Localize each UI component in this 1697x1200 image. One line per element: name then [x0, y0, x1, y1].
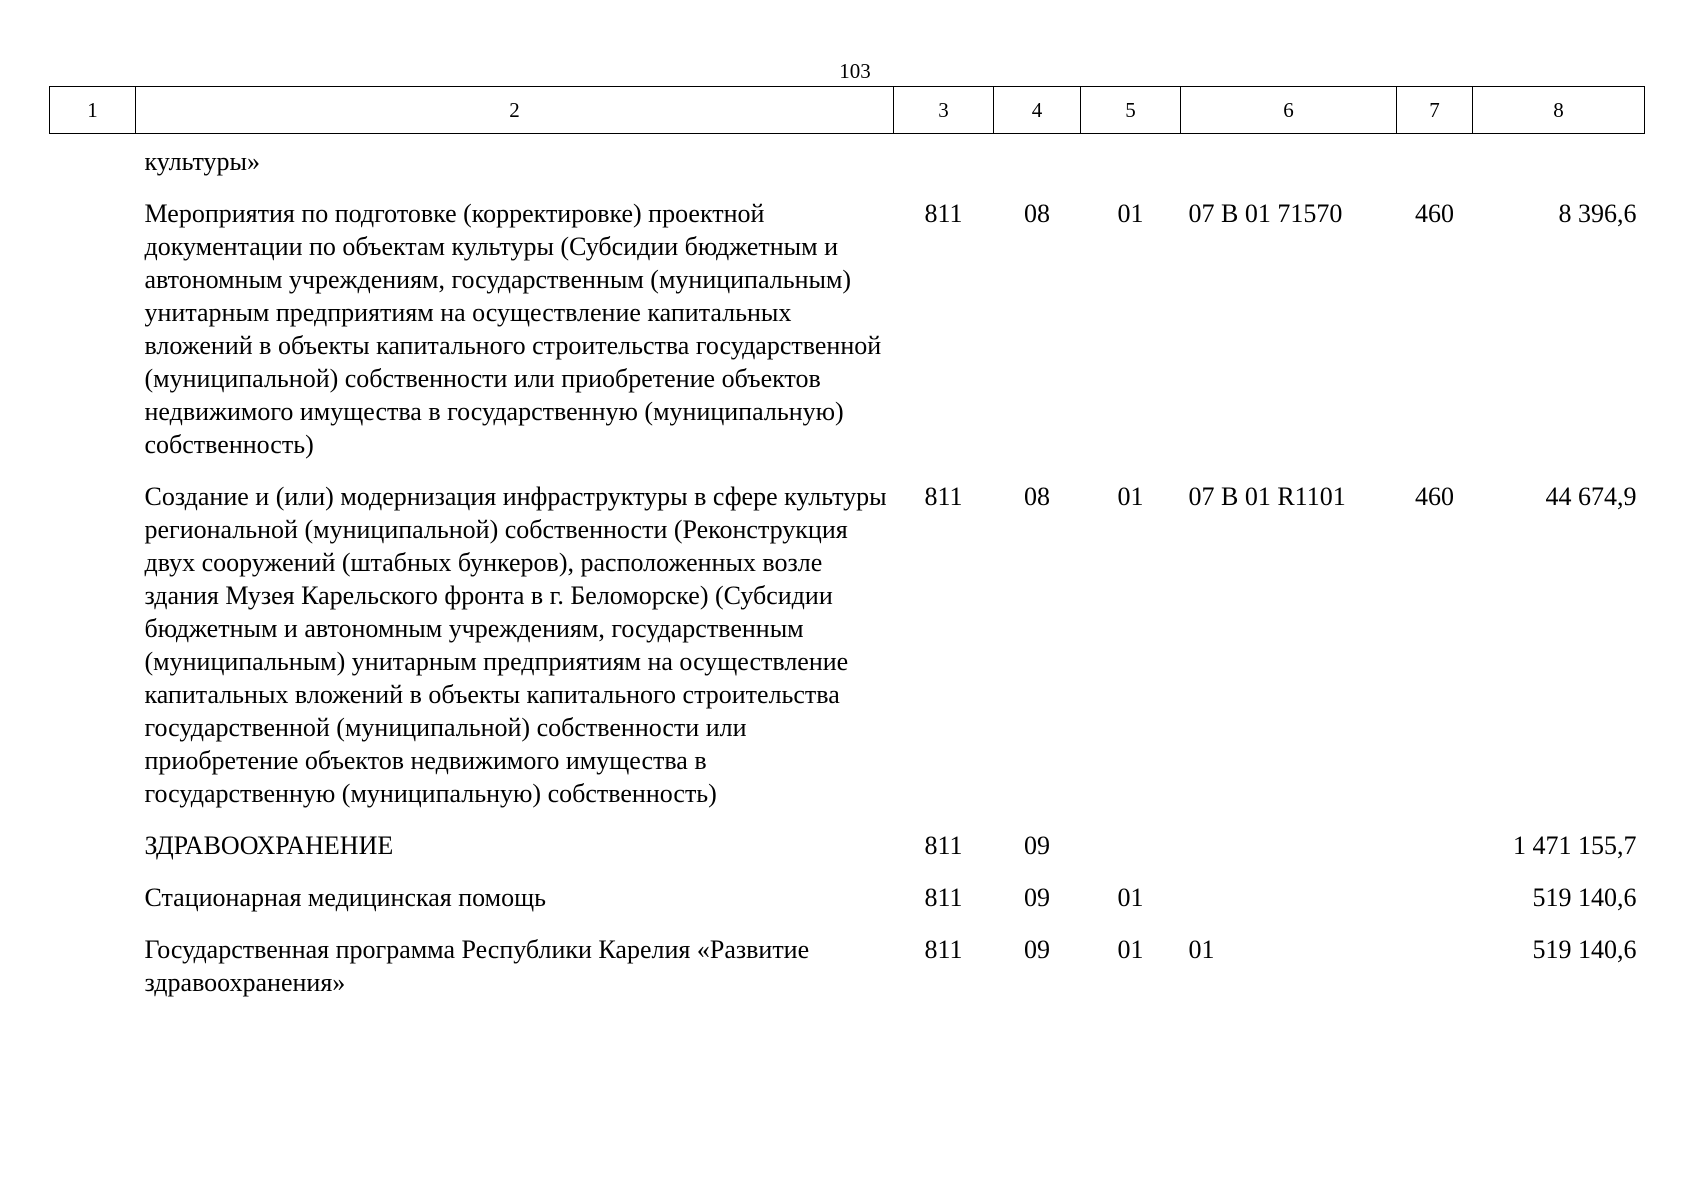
table-row: [50, 868, 1645, 920]
row-target-code: 07 В 01 71570: [1188, 199, 1343, 228]
row-expense-type-code: [1397, 920, 1473, 1005]
table-row: [50, 920, 1645, 1005]
row-amount: 44 674,9: [1545, 482, 1637, 511]
row-target-code: [1181, 816, 1397, 868]
row-number-cell: [50, 184, 136, 467]
row-name: Создание и (или) модернизация инфраструктуры в сфере культуры региональной (муниципальной) собственности (Реконструкция двух сооружений (штабных бункеров), расположенных возле здания Музея Карельского фронта в г. Беломорске) (Субсидии бюджетным и автономным учреждениям, государственным (муниципальным) унитарным предприятиям на осуществление капитальных вложений в объекты капитального строительства государственной (муниципальной) собственности или приобретение объектов недвижимого имущества в государственную (муниципальную) собственность): [144, 482, 887, 808]
row-subsection-code: 01: [1117, 935, 1144, 964]
header-cell-8: 8: [1473, 87, 1645, 134]
row-section-code: 09: [1024, 935, 1050, 964]
header-cell-6: 6: [1181, 87, 1397, 134]
header-cell-1: 1: [50, 87, 136, 134]
row-subsection-code: [1081, 816, 1181, 868]
row-admin-code: 811: [924, 199, 963, 228]
row-section-code: 09: [1024, 831, 1050, 860]
table-row: [50, 816, 1645, 868]
row-target-code: 07 В 01 R1101: [1188, 482, 1346, 511]
row-subsection-code: 01: [1117, 199, 1144, 228]
row-expense-type-code: [1397, 868, 1473, 920]
header-cell-4: 4: [994, 87, 1081, 134]
row-number-cell: [50, 920, 136, 1005]
budget-table: [49, 86, 1645, 1005]
row-target-code: 01: [1188, 935, 1215, 964]
row-section-code: 08: [1024, 482, 1050, 511]
row-name: Стационарная медицинская помощь: [144, 883, 546, 912]
row-name: Государственная программа Республики Карелия «Развитие здравоохранения»: [144, 935, 810, 997]
row-target-code: [1181, 868, 1397, 920]
row-amount: 8 396,6: [1558, 199, 1637, 228]
row-admin-code: 811: [924, 482, 963, 511]
row-section-code: [994, 134, 1081, 185]
row-name: ЗДРАВООХРАНЕНИЕ: [144, 831, 394, 860]
table-row: [50, 184, 1645, 467]
page-number: 103: [839, 59, 871, 83]
header-cell-2: 2: [136, 87, 894, 134]
row-expense-type-code: [1397, 134, 1473, 185]
row-name: Мероприятия по подготовке (корректировке) проектной документации по объектам культуры (Субсидии бюджетным и автономным учреждениям, государственным (муниципальным) унитарным предприятиям на осуществление капитальных вложений в объекты капитального строительства государственной (муниципальной) собственности или приобретение объектов недвижимого имущества в государственную (муниципальную) собственность): [144, 199, 882, 459]
row-expense-type-code: 460: [1415, 199, 1454, 228]
row-number-cell: [50, 134, 136, 185]
row-amount: 519 140,6: [1532, 883, 1637, 912]
row-expense-type-code: 460: [1415, 482, 1454, 511]
row-subsection-code: 01: [1117, 482, 1144, 511]
row-amount: 519 140,6: [1532, 935, 1637, 964]
table-header: [50, 87, 1645, 134]
row-section-code: 09: [1024, 883, 1050, 912]
row-amount: 1 471 155,7: [1513, 831, 1637, 860]
row-admin-code: 811: [924, 935, 963, 964]
header-cell-7: 7: [1397, 87, 1473, 134]
table-body: [50, 134, 1645, 1006]
row-subsection-code: 01: [1117, 883, 1144, 912]
row-expense-type-code: [1397, 816, 1473, 868]
row-number-cell: [50, 868, 136, 920]
row-admin-code: 811: [924, 831, 963, 860]
row-target-code: [1181, 134, 1397, 185]
row-admin-code: 811: [924, 883, 963, 912]
row-number-cell: [50, 816, 136, 868]
header-cell-5: 5: [1081, 87, 1181, 134]
row-subsection-code: [1081, 134, 1181, 185]
header-row: [50, 87, 1645, 134]
header-cell-3: 3: [894, 87, 994, 134]
row-number-cell: [50, 467, 136, 816]
table-row: [50, 467, 1645, 816]
row-name: культуры»: [144, 147, 260, 176]
row-section-code: 08: [1024, 199, 1050, 228]
row-amount: [1473, 134, 1645, 185]
table-row: [50, 134, 1645, 185]
row-admin-code: [894, 134, 994, 185]
